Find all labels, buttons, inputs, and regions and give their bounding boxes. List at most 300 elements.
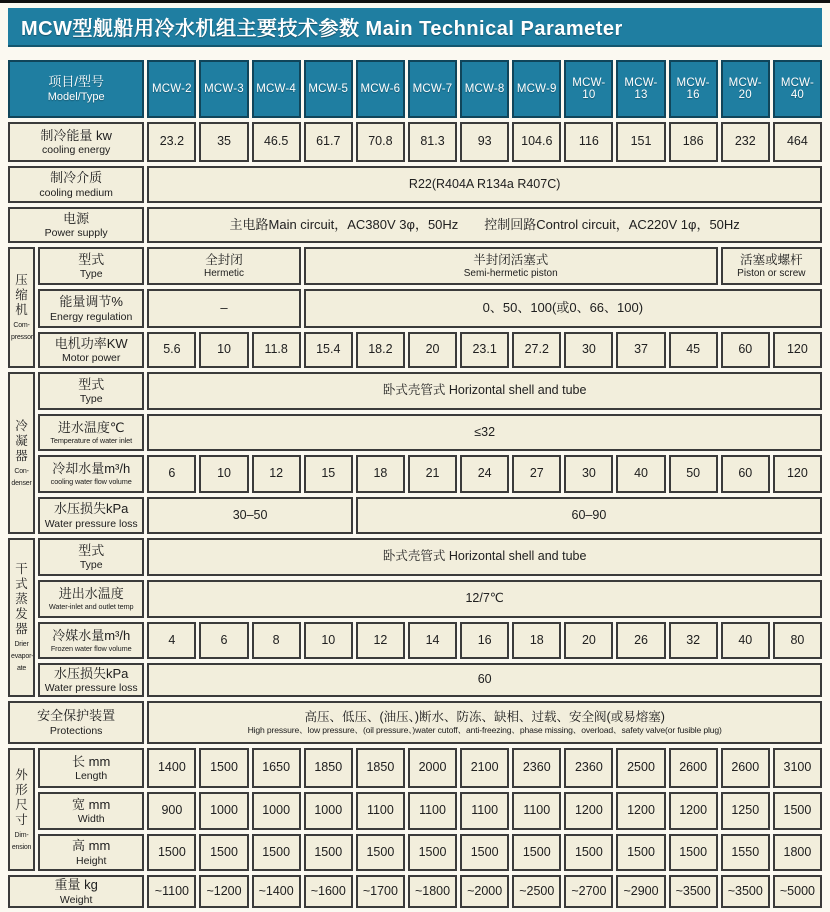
cell-value: ~5000 — [779, 883, 815, 898]
cell-value: ~1600 — [310, 883, 346, 898]
row-label-zh: 水压损失kPa — [53, 665, 129, 681]
cell-value: ~2500 — [519, 883, 555, 898]
cell-value: 27 — [529, 466, 544, 481]
cell-frozen-water-flow-MCW-5 — [304, 622, 353, 659]
cell-value: 37 — [634, 342, 648, 357]
cell-length-MCW-10 — [564, 748, 613, 788]
cell-value: 1500 — [157, 844, 186, 859]
model-name: MCW-5 — [308, 83, 349, 95]
cell-width-MCW-6 — [356, 792, 405, 830]
cell-value: 卧式壳管式 Horizontal shell and tube — [382, 383, 587, 398]
cell-value: 1200 — [574, 803, 603, 818]
cell-value: 6 — [220, 632, 228, 647]
section-label-zh-char: 发 — [15, 607, 28, 621]
cell-weight-MCW-13 — [616, 875, 665, 908]
model-name: MCW-16 — [676, 77, 710, 101]
cell-value: 60 — [738, 342, 753, 357]
row-label-en: Width — [77, 813, 105, 826]
cell-value: 6 — [168, 466, 176, 481]
cell-value: 5.6 — [163, 342, 181, 357]
section-label-en-part: denser — [11, 479, 32, 487]
cell-width-MCW-3 — [199, 792, 248, 830]
column-header-MCW-9 — [512, 60, 561, 118]
cell-cooling-water-flow-MCW-2 — [147, 455, 196, 493]
row-label-zh: 制冷能量 kw — [40, 127, 112, 143]
cell-weight-MCW-9 — [512, 875, 561, 908]
cell-height-MCW-4 — [252, 834, 301, 871]
cell-value: 8 — [272, 632, 280, 647]
cell-length-MCW-16 — [669, 748, 718, 788]
cell-cooling-water-flow-MCW-8 — [460, 455, 509, 493]
cell-height-MCW-13 — [616, 834, 665, 871]
cell-height-MCW-6 — [356, 834, 405, 871]
row-label-en: cooling medium — [39, 186, 113, 199]
cell-comp-type-span-3 — [721, 247, 822, 285]
table-row-weight — [8, 875, 822, 908]
cell-length-MCW-9 — [512, 748, 561, 788]
cell-value: 70.8 — [368, 134, 393, 149]
row-label-height — [38, 834, 144, 871]
cell-value: 1200 — [679, 803, 708, 818]
cell-value: ~1400 — [258, 883, 294, 898]
cell-value: 40 — [634, 466, 648, 481]
cell-motor-power-MCW-3 — [199, 332, 248, 368]
cell-value: 151 — [630, 134, 652, 149]
cell-frozen-water-flow-MCW-3 — [199, 622, 248, 659]
cell-value: ~3500 — [727, 883, 763, 898]
cell-cooling-water-flow-MCW-10 — [564, 455, 613, 493]
table-row-header — [8, 60, 822, 118]
row-label-evap-type — [38, 538, 144, 576]
row-label-zh: 冷媒水量m³/h — [52, 627, 131, 643]
spec-table — [5, 56, 825, 912]
row-label-en: Weight — [59, 893, 93, 906]
table-row-cooling-water-flow — [8, 455, 822, 493]
cell-length-MCW-6 — [356, 748, 405, 788]
table-row-power-supply — [8, 207, 822, 243]
cell-value: 21 — [425, 466, 440, 481]
section-label-zh-char: 寸 — [15, 812, 28, 827]
cell-height-MCW-16 — [669, 834, 718, 871]
cell-value: 1500 — [262, 844, 291, 859]
cell-cooling-water-flow-MCW-6 — [356, 455, 405, 493]
row-label-en: Temperature of water inlet — [50, 435, 133, 445]
cell-value: 16 — [477, 632, 492, 647]
cell-value: 116 — [578, 134, 599, 149]
row-label-en: cooling energy — [42, 144, 111, 157]
column-header-MCW-8 — [460, 60, 509, 118]
column-header-MCW-4 — [252, 60, 301, 118]
cell-value: 18.2 — [368, 342, 393, 357]
section-label-en-part: ension — [11, 843, 32, 851]
cell-value: 1500 — [314, 844, 343, 859]
cell-value: 10 — [217, 466, 231, 481]
row-label-zh: 长 mm — [72, 753, 111, 769]
cell-value: 11.8 — [264, 342, 288, 357]
cell-power-supply-span-1 — [147, 207, 822, 243]
cell-value: 2500 — [627, 760, 655, 775]
cell-value: 18 — [373, 466, 388, 481]
cell-cooling-energy-MCW-9 — [512, 122, 561, 162]
table-row-cooling-energy — [8, 122, 822, 162]
row-label-zh: 型式 — [78, 251, 105, 267]
cell-value: 120 — [786, 342, 808, 357]
cell-cooling-energy-MCW-6 — [356, 122, 405, 162]
cell-cooling-water-flow-MCW-7 — [408, 455, 457, 493]
cell-length-MCW-2 — [147, 748, 196, 788]
row-label-en: Length — [75, 770, 108, 783]
cell-value-en: High pressure、low pressure、(oil pressure、)water cutoff、anti-freezing、phase missing、overload、safety valve(or fusible plug) — [247, 724, 722, 735]
cell-value: 32 — [686, 632, 701, 647]
cell-motor-power-MCW-9 — [512, 332, 561, 368]
row-label-weight — [8, 875, 144, 908]
cell-energy-regulation-span-2 — [304, 289, 822, 328]
row-label-zh: 宽 mm — [72, 796, 111, 812]
column-header-MCW-20 — [721, 60, 770, 118]
cell-frozen-water-flow-MCW-20 — [721, 622, 770, 659]
cell-value: 1500 — [366, 844, 395, 859]
cell-frozen-water-flow-MCW-2 — [147, 622, 196, 659]
row-label-en: cooling water flow volume — [50, 477, 132, 487]
cell-weight-MCW-10 — [564, 875, 613, 908]
cell-frozen-water-flow-MCW-16 — [669, 622, 718, 659]
cell-value: 26 — [634, 632, 648, 647]
cell-value: 60 — [738, 466, 753, 481]
cell-value: 1550 — [731, 844, 760, 859]
table-row-evap-pressure-loss — [8, 663, 822, 697]
cell-length-MCW-4 — [252, 748, 301, 788]
cell-value: ~1200 — [206, 883, 242, 898]
cell-evap-pressure-loss-span-1 — [147, 663, 822, 697]
cell-cooling-water-flow-MCW-5 — [304, 455, 353, 493]
cell-height-MCW-7 — [408, 834, 457, 871]
section-label-zh-char: 器 — [15, 448, 28, 463]
cell-value: 900 — [161, 803, 183, 818]
table-row-cond-type — [8, 372, 822, 410]
row-label-protections — [8, 701, 144, 744]
table-row-cooling-medium — [8, 166, 822, 203]
section-label-en-part: Drier — [14, 641, 29, 648]
cell-motor-power-MCW-13 — [616, 332, 665, 368]
table-row-inout-temp — [8, 580, 822, 618]
cell-value: 61.7 — [316, 134, 341, 149]
cell-frozen-water-flow-MCW-40 — [773, 622, 822, 659]
row-label-en: Power supply — [44, 227, 108, 240]
table-row-motor-power — [8, 332, 822, 368]
cell-protections-span-1 — [147, 701, 822, 744]
cell-value: 186 — [682, 134, 704, 149]
table-row-width — [8, 792, 822, 830]
cell-value: 1400 — [157, 760, 186, 775]
cell-value: ~1800 — [414, 883, 451, 898]
table-row-water-pressure-loss — [8, 497, 822, 534]
cell-value: 80 — [790, 632, 805, 647]
cell-weight-MCW-2 — [147, 875, 196, 908]
cell-cooling-water-flow-MCW-9 — [512, 455, 561, 493]
column-header-MCW-5 — [304, 60, 353, 118]
row-label-water-pressure-loss — [38, 497, 144, 534]
column-header-label-en: Model/Type — [47, 91, 105, 104]
cell-cooling-energy-MCW-16 — [669, 122, 718, 162]
cell-value: – — [220, 300, 228, 316]
cell-value: 10 — [321, 632, 336, 647]
cell-value-en: Piston or screw — [737, 268, 806, 280]
row-label-zh: 能量调节% — [59, 294, 123, 310]
row-label-zh: 型式 — [78, 376, 105, 392]
cell-motor-power-MCW-4 — [252, 332, 301, 368]
column-header-label-zh: 项目/型号 — [48, 74, 104, 90]
section-label-en-part: pressor — [11, 334, 33, 341]
cell-cooling-energy-MCW-4 — [252, 122, 301, 162]
cell-value: 35 — [217, 134, 231, 149]
cell-cooling-energy-MCW-20 — [721, 122, 770, 162]
cell-value: 1500 — [627, 844, 655, 859]
cell-weight-MCW-4 — [252, 875, 301, 908]
cell-height-MCW-5 — [304, 834, 353, 871]
cell-value: 27.2 — [524, 342, 549, 357]
cell-value: ~2900 — [623, 883, 659, 898]
model-name: MCW-40 — [780, 77, 814, 101]
cell-cooling-energy-MCW-13 — [616, 122, 665, 162]
cell-value: 1000 — [262, 803, 291, 818]
cell-width-MCW-40 — [773, 792, 822, 830]
cell-value: 30 — [581, 342, 596, 357]
cell-value: 60 — [477, 672, 492, 687]
row-label-length — [38, 748, 144, 788]
cell-value: 1250 — [731, 803, 760, 818]
cell-motor-power-MCW-8 — [460, 332, 509, 368]
row-label-cooling-energy — [8, 122, 144, 162]
model-name: MCW-20 — [728, 77, 762, 101]
cell-value: 2000 — [418, 760, 447, 775]
cell-width-MCW-5 — [304, 792, 353, 830]
cell-value: 15 — [321, 466, 336, 481]
row-label-zh: 型式 — [78, 542, 105, 558]
section-label-condenser — [8, 372, 35, 534]
cell-value: 2600 — [679, 760, 708, 775]
section-label-en-part: Con- — [14, 467, 29, 475]
cell-length-MCW-8 — [460, 748, 509, 788]
cell-value: 卧式壳管式 Horizontal shell and tube — [382, 549, 587, 564]
cell-value: 1500 — [470, 844, 499, 859]
cell-value-en: Hermetic — [204, 268, 245, 280]
section-label-en-part: Com- — [13, 322, 30, 329]
cell-value: 1500 — [418, 844, 447, 859]
cell-length-MCW-7 — [408, 748, 457, 788]
model-name: MCW-6 — [360, 83, 401, 95]
cell-width-MCW-13 — [616, 792, 665, 830]
column-header-MCW-13 — [616, 60, 665, 118]
model-name: MCW-7 — [412, 83, 453, 95]
cell-value: 1100 — [366, 803, 394, 818]
cell-value-zh: 活塞或螺杆 — [740, 253, 803, 268]
section-label-zh-char: 蒸 — [15, 592, 28, 606]
row-label-zh: 进出水温度 — [58, 586, 124, 602]
cell-value-zh: 高压、低压、(油压、)断水、防冻、缺相、过载、安全阀(或易熔塞) — [304, 710, 665, 725]
cell-value: 1500 — [210, 844, 238, 859]
cell-cooling-water-flow-MCW-16 — [669, 455, 718, 493]
model-name: MCW-13 — [624, 77, 658, 101]
cell-value: 40 — [738, 632, 753, 647]
cell-cooling-water-flow-MCW-40 — [773, 455, 822, 493]
cell-length-MCW-3 — [199, 748, 248, 788]
cell-value: 1000 — [210, 803, 238, 818]
row-label-zh: 高 mm — [72, 838, 111, 854]
cell-length-MCW-20 — [721, 748, 770, 788]
row-label-cooling-medium — [8, 166, 144, 203]
cell-inlet-temp-span-1 — [147, 414, 822, 451]
cell-height-MCW-10 — [564, 834, 613, 871]
cell-value: 81.3 — [420, 134, 445, 149]
cell-value: 1500 — [574, 844, 603, 859]
cell-value: 1500 — [210, 760, 238, 775]
cell-frozen-water-flow-MCW-7 — [408, 622, 457, 659]
cell-value: 232 — [734, 134, 756, 149]
cell-frozen-water-flow-MCW-4 — [252, 622, 301, 659]
cell-weight-MCW-6 — [356, 875, 405, 908]
section-label-dimensions — [8, 748, 35, 871]
cell-width-MCW-20 — [721, 792, 770, 830]
model-name: MCW-2 — [152, 83, 192, 95]
cell-motor-power-MCW-2 — [147, 332, 196, 368]
cell-length-MCW-13 — [616, 748, 665, 788]
row-label-energy-regulation — [38, 289, 144, 328]
column-header-MCW-7 — [408, 60, 457, 118]
cell-cooling-water-flow-MCW-3 — [199, 455, 248, 493]
cell-comp-type-span-2 — [304, 247, 718, 285]
cell-value: 2360 — [522, 760, 551, 775]
cell-motor-power-MCW-5 — [304, 332, 353, 368]
cell-motor-power-MCW-6 — [356, 332, 405, 368]
cell-value: 1500 — [522, 844, 551, 859]
cell-weight-MCW-40 — [773, 875, 822, 908]
cell-value: 12/7℃ — [465, 591, 504, 606]
cell-height-MCW-3 — [199, 834, 248, 871]
section-label-zh-char: 器 — [15, 622, 28, 636]
cell-value: ~2700 — [571, 883, 607, 898]
row-label-en: Motor power — [62, 352, 121, 365]
cell-value: 18 — [529, 632, 544, 647]
cell-value: 主电路Main circuit，AC380V 3φ，50Hz 控制回路Control circuit，AC220V 1φ，50Hz — [229, 216, 740, 232]
cell-motor-power-MCW-7 — [408, 332, 457, 368]
cell-weight-MCW-16 — [669, 875, 718, 908]
cell-cond-type-span-1 — [147, 372, 822, 410]
section-label-zh-char: 机 — [15, 303, 28, 317]
cell-value: 104.6 — [521, 134, 553, 149]
cell-value: 1200 — [627, 803, 655, 818]
cell-value: 23.1 — [472, 342, 497, 357]
cell-energy-regulation-span-1 — [147, 289, 300, 328]
cell-value: 15.4 — [316, 342, 341, 357]
section-label-evaporator — [8, 538, 35, 697]
cell-motor-power-MCW-16 — [669, 332, 718, 368]
cell-value: 2360 — [574, 760, 603, 775]
row-label-en: Energy regulation — [50, 310, 133, 323]
cell-cooling-water-flow-MCW-13 — [616, 455, 665, 493]
cell-cooling-energy-MCW-10 — [564, 122, 613, 162]
cell-value: 2100 — [470, 760, 499, 775]
section-label-en-part: evapor- — [11, 653, 34, 660]
cell-value: 23.2 — [159, 134, 185, 149]
cell-value: ~2000 — [467, 883, 503, 898]
table-row-energy-regulation — [8, 289, 822, 328]
row-label-zh: 安全保护装置 — [37, 708, 116, 724]
cell-value: 120 — [786, 466, 808, 481]
cell-value: 20 — [425, 342, 440, 357]
cell-frozen-water-flow-MCW-13 — [616, 622, 665, 659]
row-label-cooling-water-flow — [38, 455, 144, 493]
row-label-en: Type — [79, 393, 103, 406]
cell-value: ~3500 — [675, 883, 711, 898]
section-label-zh-char: 压 — [15, 273, 28, 287]
cell-value: ~1700 — [362, 883, 398, 898]
cell-value: 30–50 — [232, 507, 268, 522]
row-label-zh: 进水温度℃ — [57, 419, 125, 435]
section-label-zh-char: 尺 — [15, 797, 28, 812]
section-label-compressor — [8, 247, 35, 368]
row-label-en: Water pressure loss — [44, 517, 138, 530]
cell-cooling-medium-span-1 — [147, 166, 822, 203]
section-label-en-part: ate — [16, 665, 27, 672]
cell-cooling-energy-MCW-8 — [460, 122, 509, 162]
cell-value: 46.5 — [263, 134, 289, 149]
row-label-zh: 制冷介质 — [50, 170, 103, 186]
model-name: MCW-4 — [256, 83, 297, 95]
cell-width-MCW-2 — [147, 792, 196, 830]
cell-motor-power-MCW-40 — [773, 332, 822, 368]
cell-weight-MCW-8 — [460, 875, 509, 908]
row-label-zh: 冷却水量m³/h — [52, 461, 131, 477]
cell-length-MCW-5 — [304, 748, 353, 788]
cell-width-MCW-8 — [460, 792, 509, 830]
cell-value-zh: 半封闭活塞式 — [473, 253, 549, 268]
page-top-rule — [0, 0, 830, 3]
cell-value: 1500 — [679, 844, 708, 859]
cell-height-MCW-9 — [512, 834, 561, 871]
cell-cooling-energy-MCW-7 — [408, 122, 457, 162]
row-label-power-supply — [8, 207, 144, 243]
row-label-en: Water-inlet and outlet temp — [48, 602, 134, 612]
cell-comp-type-span-1 — [147, 247, 300, 285]
row-label-inlet-temp — [38, 414, 144, 451]
cell-value: 1000 — [314, 803, 343, 818]
table-row-height — [8, 834, 822, 871]
cell-width-MCW-16 — [669, 792, 718, 830]
model-name: MCW-8 — [464, 83, 505, 95]
cell-value: 3100 — [783, 760, 812, 775]
cell-value: 1850 — [366, 760, 395, 775]
cell-value: 93 — [477, 134, 492, 149]
cell-value: 4 — [168, 632, 176, 647]
section-label-en-part: Dim- — [14, 831, 29, 839]
row-label-zh: 重量 kg — [54, 877, 98, 893]
row-label-en: Water pressure loss — [44, 682, 138, 695]
row-label-comp-type — [38, 247, 144, 285]
cell-value: R22(R404A R134a R407C) — [408, 176, 561, 191]
cell-cooling-energy-MCW-40 — [773, 122, 822, 162]
column-header-MCW-40 — [773, 60, 822, 118]
row-label-en: Height — [76, 854, 107, 867]
cell-cooling-energy-MCW-5 — [304, 122, 353, 162]
row-label-width — [38, 792, 144, 830]
column-header-MCW-16 — [669, 60, 718, 118]
model-name: MCW-9 — [516, 83, 557, 95]
column-header-MCW-3 — [199, 60, 248, 118]
cell-cooling-water-flow-MCW-4 — [252, 455, 301, 493]
row-label-evap-pressure-loss — [38, 663, 144, 697]
table-row-frozen-water-flow — [8, 622, 822, 659]
cell-value-zh: 全封闭 — [205, 253, 243, 268]
